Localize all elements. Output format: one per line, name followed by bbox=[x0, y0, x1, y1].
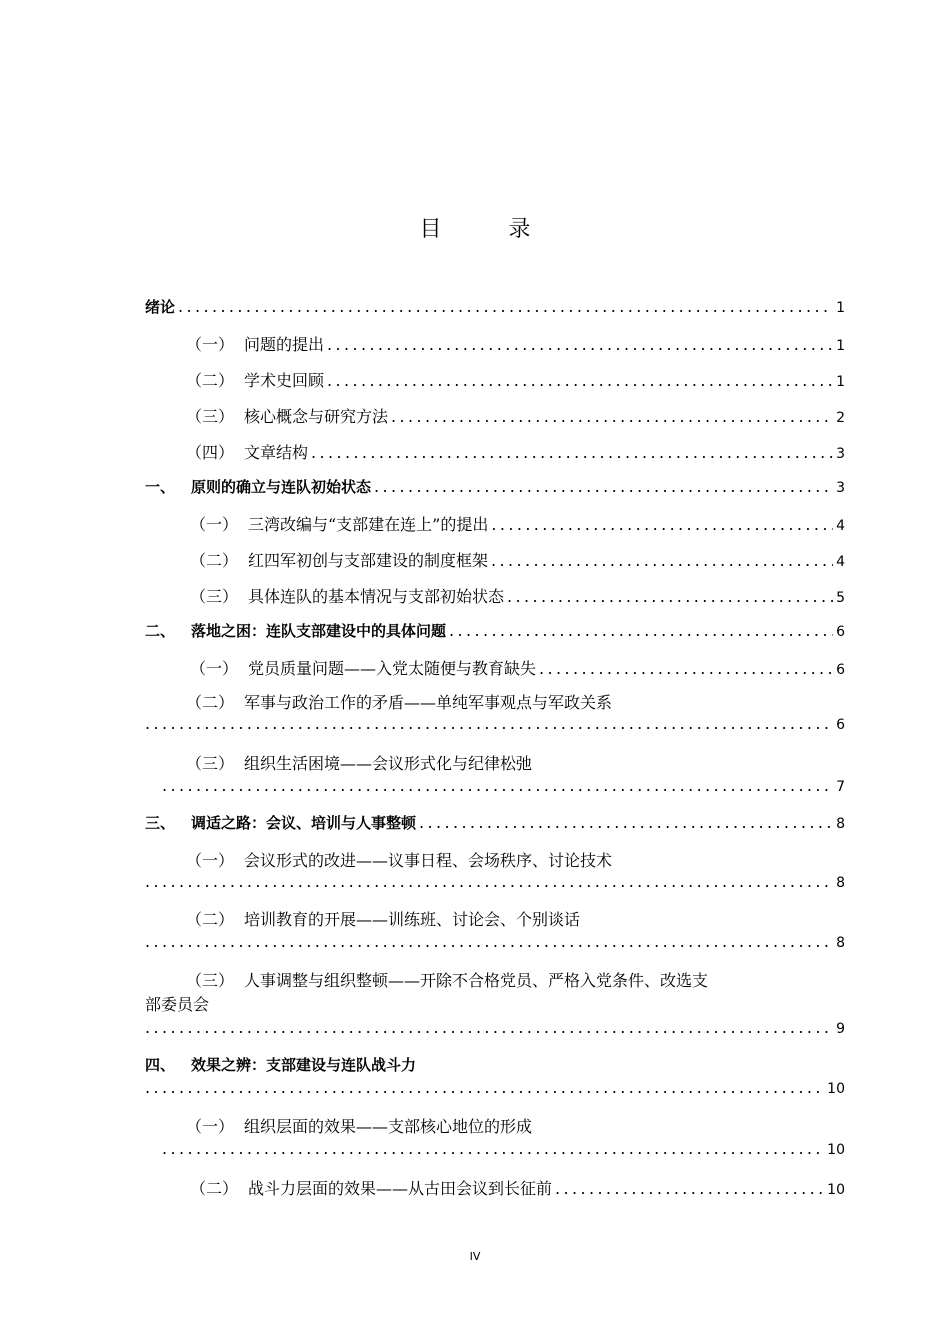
toc-entry-title: 组织生活困境——会议形式化与纪律松弛 bbox=[244, 754, 533, 773]
toc-leader-dots bbox=[162, 1139, 824, 1158]
toc-entry-4-title[interactable] bbox=[145, 1054, 416, 1075]
toc-leader-dots bbox=[145, 1018, 833, 1037]
toc-entry-title: 培训教育的开展——训练班、讨论会、个别谈话 bbox=[244, 910, 581, 929]
toc-entry-title: 军事与政治工作的矛盾——单纯军事观点与军政关系 bbox=[244, 693, 613, 712]
toc-entry-title: 调适之路：会议、培训与人事整顿 bbox=[191, 814, 417, 832]
toc-page-number: 1 bbox=[836, 338, 845, 354]
toc-entry-number: （二） bbox=[190, 551, 239, 570]
toc-leader-dots bbox=[145, 872, 833, 891]
toc-entry-number: 一、 bbox=[145, 478, 176, 496]
toc-entry-number: （三） bbox=[186, 754, 235, 773]
toc-page-number: 8 bbox=[836, 875, 845, 891]
toc-page-number: 6 bbox=[836, 717, 845, 733]
toc-page-number: 9 bbox=[836, 1021, 845, 1037]
toc-entry-title: 绪论 bbox=[145, 298, 176, 316]
toc-entry-title: 三湾改编与“支部建在连上”的提出 bbox=[248, 515, 489, 534]
toc-page-number: 3 bbox=[836, 446, 845, 462]
toc-entry-number: （一） bbox=[190, 659, 239, 678]
toc-entry-0-2[interactable] bbox=[186, 368, 845, 391]
toc-entry-2-3-leader[interactable] bbox=[162, 776, 845, 795]
toc-entry-title: 文章结构 bbox=[244, 443, 309, 462]
toc-leader-dots bbox=[327, 371, 833, 390]
toc-page-number: 2 bbox=[836, 410, 845, 426]
toc-entry-title: 效果之辨：支部建设与连队战斗力 bbox=[191, 1056, 417, 1074]
toc-entry-title: 组织层面的效果——支部核心地位的形成 bbox=[244, 1117, 533, 1136]
toc-entry-3-1-title[interactable] bbox=[186, 848, 612, 871]
toc-entry-3-2-title[interactable] bbox=[186, 907, 580, 930]
toc-leader-dots bbox=[145, 932, 833, 951]
toc-entry-3-2-leader[interactable] bbox=[145, 932, 845, 951]
toc-leader-dots bbox=[491, 515, 833, 534]
toc-page-number: 6 bbox=[836, 662, 845, 678]
toc-entry-4-1-leader[interactable] bbox=[162, 1139, 845, 1158]
toc-entry-title: 落地之困：连队支部建设中的具体问题 bbox=[191, 622, 447, 640]
toc-entry-title: 人事调整与组织整顿——开除不合格党员、严格入党条件、改选支 bbox=[244, 971, 709, 990]
toc-leader-dots bbox=[311, 443, 833, 462]
toc-page-number: 5 bbox=[836, 590, 845, 606]
toc-entry-0-1[interactable] bbox=[186, 332, 845, 355]
toc-page-number: 3 bbox=[836, 480, 845, 496]
toc-entry-2-3-title[interactable] bbox=[186, 751, 532, 774]
toc-page-number: 7 bbox=[836, 779, 845, 795]
toc-entry-title: 会议形式的改进——议事日程、会场秩序、讨论技术 bbox=[244, 851, 613, 870]
toc-leader-dots bbox=[449, 621, 833, 640]
toc-entry-title: 学术史回顾 bbox=[244, 371, 325, 390]
toc-entry-number: （二） bbox=[186, 371, 235, 390]
toc-entry-number: （一） bbox=[186, 1117, 235, 1136]
toc-leader-dots bbox=[491, 551, 833, 570]
toc-entry-1-2[interactable] bbox=[190, 548, 845, 571]
toc-entry-number: （二） bbox=[186, 910, 235, 929]
page-title: 目 录 bbox=[419, 217, 561, 242]
toc-entry-1[interactable] bbox=[145, 476, 845, 497]
toc-leader-dots bbox=[391, 407, 833, 426]
toc-leader-dots bbox=[162, 776, 833, 795]
toc-leader-dots bbox=[145, 714, 833, 733]
toc-leader-dots bbox=[507, 587, 833, 606]
toc-entry-title: 战斗力层面的效果——从古田会议到长征前 bbox=[248, 1179, 553, 1198]
toc-entry-number: （一） bbox=[190, 515, 239, 534]
toc-entry-2-2-leader[interactable] bbox=[145, 714, 845, 733]
toc-entry-title: 原则的确立与连队初始状态 bbox=[191, 478, 372, 496]
toc-entry-4-1-title[interactable] bbox=[186, 1114, 532, 1137]
toc-entry-number: （二） bbox=[190, 1179, 239, 1198]
toc-entry-number: 三、 bbox=[145, 814, 176, 832]
toc-leader-dots bbox=[539, 659, 833, 678]
toc-entry-title: 红四军初创与支部建设的制度框架 bbox=[248, 551, 489, 570]
toc-leader-dots bbox=[145, 1078, 824, 1097]
toc-page-number: 1 bbox=[836, 300, 845, 316]
toc-entry-title: 具体连队的基本情况与支部初始状态 bbox=[248, 587, 505, 606]
toc-page-number: 10 bbox=[827, 1081, 845, 1097]
toc-leader-dots bbox=[419, 813, 833, 832]
toc-entry-2[interactable] bbox=[145, 620, 845, 641]
toc-entry-3-3-leader[interactable] bbox=[145, 1018, 845, 1037]
toc-entry-number: （二） bbox=[186, 693, 235, 712]
toc-entry-0-4[interactable] bbox=[186, 440, 845, 463]
toc-entry-1-3[interactable] bbox=[190, 584, 845, 607]
toc-page-number: 10 bbox=[827, 1182, 845, 1198]
toc-entry-number: （四） bbox=[186, 443, 235, 462]
toc-entry-number: （一） bbox=[186, 335, 235, 354]
toc-page-number: 4 bbox=[836, 518, 845, 534]
toc-entry-number: （一） bbox=[186, 851, 235, 870]
toc-leader-dots bbox=[327, 335, 833, 354]
toc-page-number: 4 bbox=[836, 554, 845, 570]
toc-entry-2-1[interactable] bbox=[190, 656, 845, 679]
toc-entry-4-leader[interactable] bbox=[145, 1078, 845, 1097]
toc-page-number: 6 bbox=[836, 624, 845, 640]
toc-leader-dots bbox=[374, 477, 833, 496]
toc-page-number: 10 bbox=[827, 1142, 845, 1158]
toc-entry-number: 四、 bbox=[145, 1056, 176, 1074]
toc-entry-3-3-title[interactable] bbox=[186, 968, 708, 991]
toc-entry-0-3[interactable] bbox=[186, 404, 845, 427]
toc-entry-number: （三） bbox=[186, 407, 235, 426]
toc-leader-dots bbox=[555, 1179, 824, 1198]
toc-entry-number: （三） bbox=[186, 971, 235, 990]
toc-page-number: 8 bbox=[836, 935, 845, 951]
toc-page-number: 8 bbox=[836, 816, 845, 832]
toc-entry-intro[interactable] bbox=[145, 296, 845, 317]
toc-leader-dots bbox=[178, 297, 833, 316]
toc-entry-4-2[interactable] bbox=[190, 1176, 845, 1199]
toc-entry-3-3-title-cont: 部委员会 bbox=[145, 995, 210, 1014]
toc-entry-title: 核心概念与研究方法 bbox=[244, 407, 389, 426]
toc-page-number: 1 bbox=[836, 374, 845, 390]
toc-entry-3[interactable] bbox=[145, 812, 845, 833]
toc-entry-title: 问题的提出 bbox=[244, 335, 325, 354]
toc-entry-number: 二、 bbox=[145, 622, 176, 640]
toc-entry-2-2-title[interactable] bbox=[186, 690, 612, 713]
toc-entry-3-1-leader[interactable] bbox=[145, 872, 845, 891]
toc-entry-1-1[interactable] bbox=[190, 512, 845, 535]
toc-entry-title: 党员质量问题——入党太随便与教育缺失 bbox=[248, 659, 537, 678]
toc-entry-number: （三） bbox=[190, 587, 239, 606]
footer-page-number: IV bbox=[469, 1250, 481, 1263]
